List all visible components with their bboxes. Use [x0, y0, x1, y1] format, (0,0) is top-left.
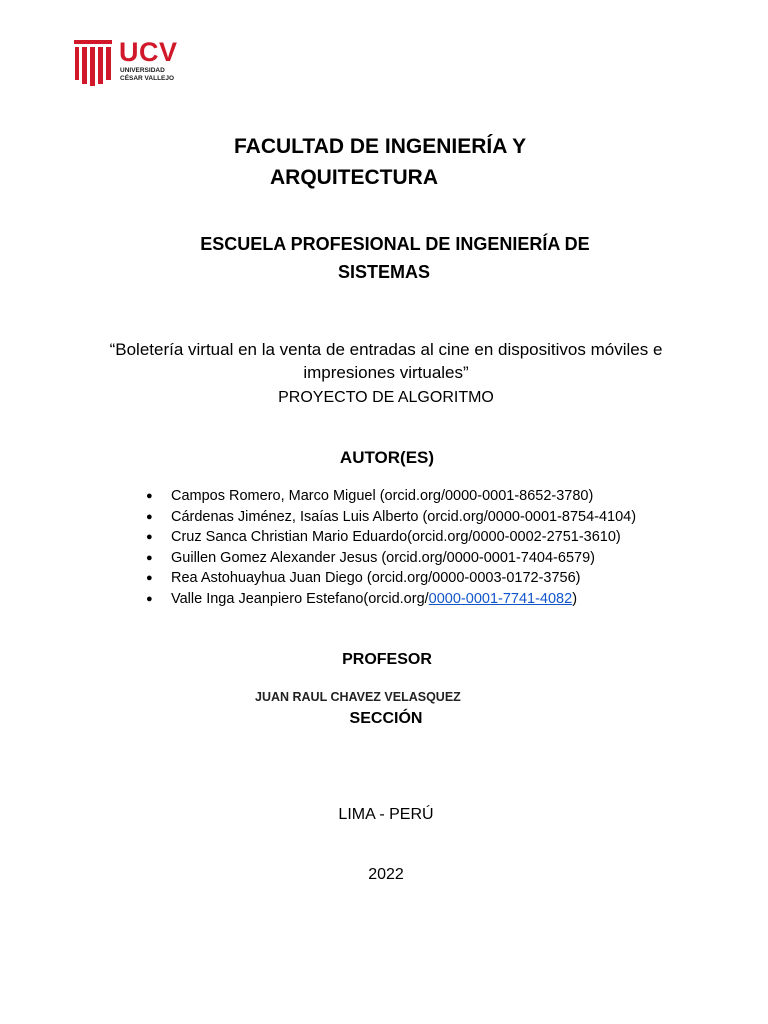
bullet-icon: ● [146, 572, 153, 584]
author-text: Rea Astohuayhua Juan Diego (orcid.org/0000-0003-0172-3756) [171, 570, 581, 586]
bullet-icon: ● [146, 531, 153, 543]
authors-list [146, 486, 636, 609]
bullet-icon: ● [146, 510, 153, 523]
faculty-title-line2: ARQUITECTURA [270, 166, 438, 189]
list-item [146, 589, 636, 610]
author-text: Valle Inga Jeanpiero Estefano(orcid.org/ [171, 590, 429, 607]
location: LIMA - PERÚ [338, 806, 434, 823]
project-title-line2: impresiones virtuales” [303, 363, 469, 382]
author-text-suffix: ) [572, 590, 578, 607]
logo-ucv-text: UCV [119, 37, 178, 67]
section-heading: SECCIÓN [349, 710, 423, 727]
list-item [146, 486, 636, 507]
professor-heading: PROFESOR [342, 651, 432, 668]
year: 2022 [368, 866, 404, 883]
ucv-shield-icon [74, 38, 114, 86]
author-text: Cárdenas Jiménez, Isaías Luis Alberto (orcid.org/0000-0001-8754-4104) [171, 508, 637, 525]
author-text: Guillen Gomez Alexander Jesus (orcid.org/0000-0001-7404-6579) [171, 549, 595, 566]
bullet-icon: ● [146, 592, 153, 605]
author-text: Campos Romero, Marco Miguel (orcid.org/0000-0001-8652-3780) [171, 488, 594, 504]
logo-subtitle-line2: CÉSAR VALLEJO [120, 75, 175, 82]
ucv-logo [74, 38, 184, 86]
list-item [146, 507, 636, 528]
orcid-link[interactable]: 0000-0001-7741-4082 [428, 590, 573, 607]
bullet-icon: ● [146, 490, 153, 502]
project-type: PROYECTO DE ALGORITMO [278, 389, 494, 406]
list-item [146, 527, 636, 548]
professor-name: JUAN RAUL CHAVEZ VELASQUEZ [255, 690, 461, 704]
authors-heading: AUTOR(ES) [339, 448, 435, 467]
bullet-icon: ● [146, 551, 153, 564]
list-item [146, 548, 636, 569]
faculty-title-line1: FACULTAD DE INGENIERÍA Y [234, 135, 527, 158]
school-title-line1: ESCUELA PROFESIONAL DE INGENIERÍA DE [200, 234, 590, 254]
author-text: Cruz Sanca Christian Mario Eduardo(orcid.org/0000-0002-2751-3610) [171, 529, 621, 545]
school-title-line2: SISTEMAS [337, 262, 430, 282]
list-item [146, 568, 636, 589]
project-title-line1: “Boletería virtual en la venta de entradas al cine en dispositivos móviles e [109, 340, 663, 359]
logo-subtitle-line1: UNIVERSIDAD [120, 67, 165, 74]
